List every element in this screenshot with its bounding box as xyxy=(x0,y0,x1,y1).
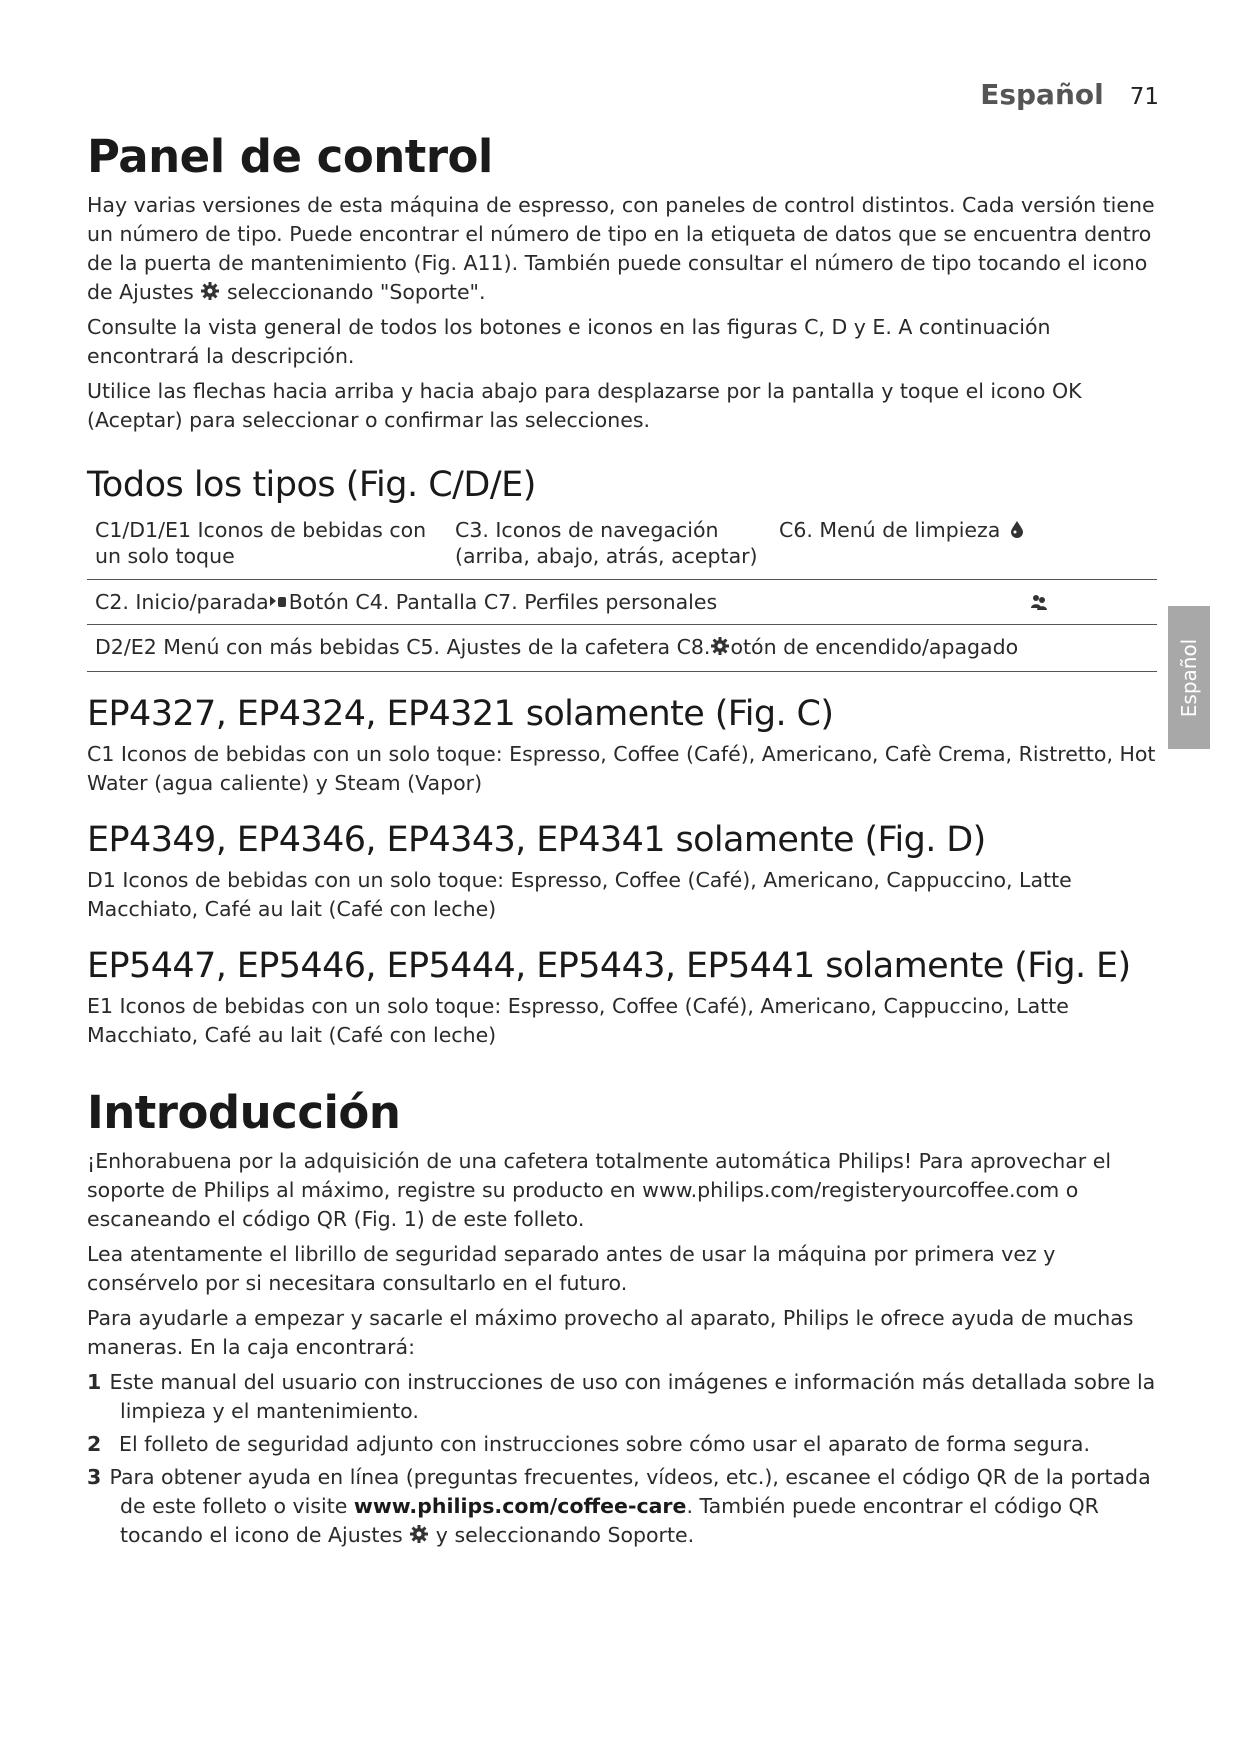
list-item xyxy=(87,1463,1157,1550)
legend-c8-text: otón de encendido/apagado xyxy=(730,635,1019,659)
legend-d2-c5-text: D2/E2 Menú con más bebidas C5. Ajustes de la cafetera C8. xyxy=(95,635,711,659)
page-header xyxy=(980,78,1159,111)
legend-cell-c3: C3. Iconos de navegación (arriba, abajo, atrás, aceptar) xyxy=(455,518,758,568)
list-item-number: 2 xyxy=(87,1432,102,1456)
page-number: 71 xyxy=(1129,84,1159,110)
list-item-text-c: y seleccionando Soporte. xyxy=(435,1523,695,1547)
coffee-care-link[interactable]: www.philips.com/coffee-care xyxy=(353,1494,687,1518)
legend-row-3 xyxy=(87,624,1157,672)
section-title-intro: Introducción xyxy=(87,1086,401,1139)
list-item-number: 3 xyxy=(87,1465,102,1489)
play-cup-icon xyxy=(269,591,289,611)
list-item-text: Este manual del usuario con instrucciones de uso con imágenes e información más detallada sobre la limpieza y el mantenimiento. xyxy=(109,1370,1156,1423)
fig-d-text: D1 Iconos de bebidas con un solo toque: Espresso, Coffee (Café), Americano, Cappuccino, Latte Macchiato, Café au lait (Café con leche) xyxy=(87,868,1072,921)
gear-icon xyxy=(200,281,220,301)
legend-cell-c6 xyxy=(779,517,1149,569)
section-title-panel: Panel de control xyxy=(87,130,493,183)
legend-c4-c7-text: Botón C4. Pantalla C7. Perfiles personales xyxy=(288,590,718,614)
language-side-tab xyxy=(1168,606,1210,749)
legend-cell-c1: C1/D1/E1 Iconos de bebidas con un solo toque xyxy=(95,518,427,568)
intro-paragraph-2: Lea atentamente el librillo de seguridad separado antes de usar la máquina por primera vez y consérvelo por si necesitara consultarlo en el futuro. xyxy=(87,1242,1056,1295)
intro-list xyxy=(87,1368,1157,1550)
panel-paragraph-1 xyxy=(87,191,1157,307)
legend-row-1 xyxy=(87,513,1157,579)
side-tab-label: Español xyxy=(1177,638,1202,717)
panel-p1-b: seleccionando "Soporte". xyxy=(226,280,486,304)
intro-paragraph-3: Para ayudarle a empezar y sacarle el máximo provecho al aparato, Philips le ofrece ayuda de muchas maneras. En la caja encontrará: xyxy=(87,1306,1134,1359)
fig-c-text: C1 Iconos de bebidas con un solo toque: Espresso, Coffee (Café), Americano, Cafè Crema, Ristretto, Hot Water (agua caliente) y Steam (Vapor) xyxy=(87,742,1156,795)
list-item-text: El folleto de seguridad adjunto con instrucciones sobre cómo usar el aparato de forma segura. xyxy=(119,1432,1091,1456)
legend-row-2-text xyxy=(95,590,717,614)
legend-c2-text: C2. Inicio/parada xyxy=(95,590,269,614)
list-item-number: 1 xyxy=(87,1370,102,1394)
panel-p1-a: Hay varias versiones de esta máquina de espresso, con paneles de control distintos. Cada versión tiene un número de tipo. Puede encontrar el número de tipo en la etiqueta de datos que se encuentra dentro de la puerta de mantenimiento (Fig. A11). También puede consultar el número de tipo tocando el icono de Ajustes xyxy=(87,193,1155,304)
section-title-all-types: Todos los tipos (Fig. C/D/E) xyxy=(87,465,536,505)
legend-row-2 xyxy=(87,579,1157,624)
section-title-fig-d: EP4349, EP4346, EP4343, EP4341 solamente (Fig. D) xyxy=(87,820,986,860)
list-item xyxy=(87,1368,1157,1426)
fig-e-text: E1 Iconos de bebidas con un solo toque: Espresso, Coffee (Café), Americano, Cappuccino, Latte Macchiato, Café au lait (Café con leche) xyxy=(87,994,1069,1047)
list-item xyxy=(87,1430,1157,1459)
section-title-fig-e: EP5447, EP5446, EP5444, EP5443, EP5441 solamente (Fig. E) xyxy=(87,946,1131,986)
gear-icon xyxy=(409,1524,429,1544)
section-title-fig-c: EP4327, EP4324, EP4321 solamente (Fig. C) xyxy=(87,694,834,734)
legend-cell-c6-text: C6. Menú de limpieza xyxy=(779,518,1001,542)
power-gear-icon xyxy=(710,636,730,656)
panel-paragraph-3: Utilice las flechas hacia arriba y hacia abajo para desplazarse por la pantalla y toque el icono OK (Aceptar) para seleccionar o confirmar las selecciones. xyxy=(87,379,1082,432)
droplet-icon xyxy=(1007,519,1027,539)
header-language: Español xyxy=(980,78,1104,111)
legend-table xyxy=(87,513,1157,672)
panel-paragraph-2: Consulte la vista general de todos los botones e iconos en las figuras C, D y E. A continuación encontrará la descripción. xyxy=(87,315,1051,368)
list-item-text: Para obtener ayuda en línea (preguntas frecuentes, vídeos, etc.), escanee el código QR de la portada de este folleto o visite xyxy=(109,1465,1151,1518)
intro-paragraph-1: ¡Enhorabuena por la adquisición de una cafetera totalmente automática Philips! Para aprovechar el soporte de Philips al máximo, registre su producto en www.philips.com/registeryourcoffee.com o escaneando el código QR (Fig. 1) de este folleto. xyxy=(87,1149,1112,1231)
list-item-text-b: . También puede encontrar el código QR tocando el icono de Ajustes xyxy=(120,1494,1099,1547)
page-content xyxy=(87,130,1157,1554)
people-icon xyxy=(1029,592,1049,612)
